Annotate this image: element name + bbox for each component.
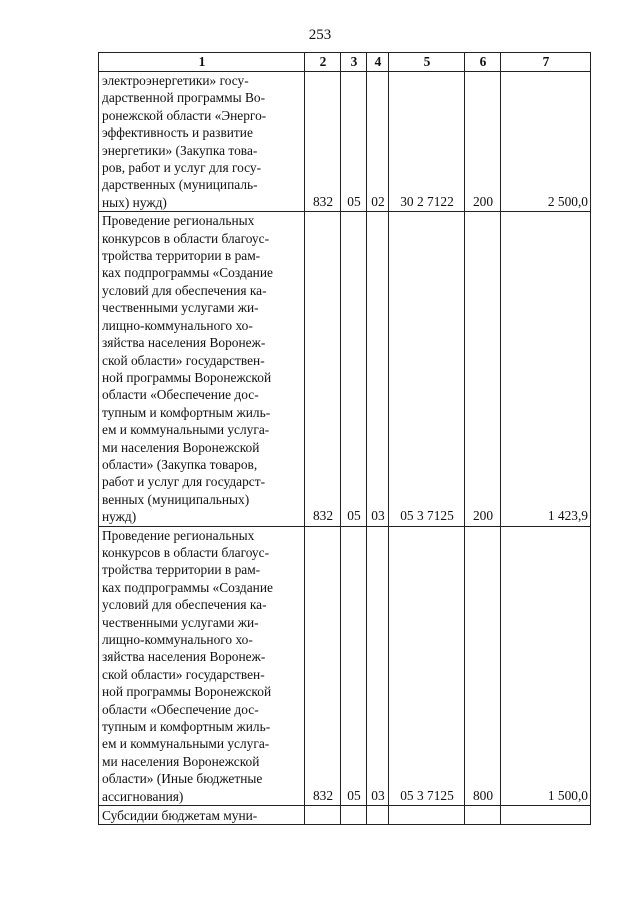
amount-value: 1 423,9 [501, 212, 591, 526]
section-code [341, 806, 367, 825]
expense-type-code [465, 806, 501, 825]
budget-table [98, 52, 591, 825]
column-header: 2 [305, 53, 341, 72]
section-code: 05 [341, 212, 367, 526]
amount-value [501, 806, 591, 825]
amount-value: 2 500,0 [501, 72, 591, 212]
target-article-code [389, 806, 465, 825]
subsection-code: 02 [367, 72, 389, 212]
row-description: электроэнергетики» госу- дарственной программы Во- ронежской области «Энерго- эффективность и развитие энергетики» (Закупка това- ров, работ и услуг для госу- дарственных (муниципаль- ных) нужд) [99, 72, 305, 212]
row-description: Субсидии бюджетам муни- [99, 806, 305, 825]
table-row [99, 212, 591, 526]
expense-type-code: 200 [465, 212, 501, 526]
subsection-code: 03 [367, 526, 389, 806]
subsection-code: 03 [367, 212, 389, 526]
column-header: 3 [341, 53, 367, 72]
row-description: Проведение региональных конкурсов в области благоус- тройства территории в рам- ках подпрограммы «Создание условий для обеспечения ка- чественными услугами жи- лищно-коммунального хо- зяйства населения Воронеж- ской области» государствен- ной программы Воронежской области «Обеспечение дос- тупным и комфортным жиль- ем и коммунальными услуга- ми населения Воронежской области» (Закупка товаров, работ и услуг для государст- венных (муниципальных) нужд) [99, 212, 305, 526]
header-row [99, 53, 591, 72]
target-article-code: 30 2 7122 [389, 72, 465, 212]
ministry-code: 832 [305, 526, 341, 806]
page-number: 253 [308, 27, 332, 43]
table-row [99, 806, 591, 825]
column-header: 1 [99, 53, 305, 72]
column-header: 4 [367, 53, 389, 72]
amount-value: 1 500,0 [501, 526, 591, 806]
row-description: Проведение региональных конкурсов в области благоус- тройства территории в рам- ках подпрограммы «Создание условий для обеспечения ка- чественными услугами жи- лищно-коммунального хо- зяйства населения Воронеж- ской области» государствен- ной программы Воронежской области «Обеспечение дос- тупным и комфортным жиль- ем и коммунальными услуга- ми населения Воронежской области» (Иные бюджетные ассигнования) [99, 526, 305, 806]
table-row [99, 526, 591, 806]
ministry-code [305, 806, 341, 825]
section-code: 05 [341, 526, 367, 806]
ministry-code: 832 [305, 212, 341, 526]
subsection-code [367, 806, 389, 825]
target-article-code: 05 3 7125 [389, 526, 465, 806]
ministry-code: 832 [305, 72, 341, 212]
table-row [99, 72, 591, 212]
column-header: 6 [465, 53, 501, 72]
target-article-code: 05 3 7125 [389, 212, 465, 526]
expense-type-code: 200 [465, 72, 501, 212]
section-code: 05 [341, 72, 367, 212]
expense-type-code: 800 [465, 526, 501, 806]
column-header: 5 [389, 53, 465, 72]
column-header: 7 [501, 53, 591, 72]
